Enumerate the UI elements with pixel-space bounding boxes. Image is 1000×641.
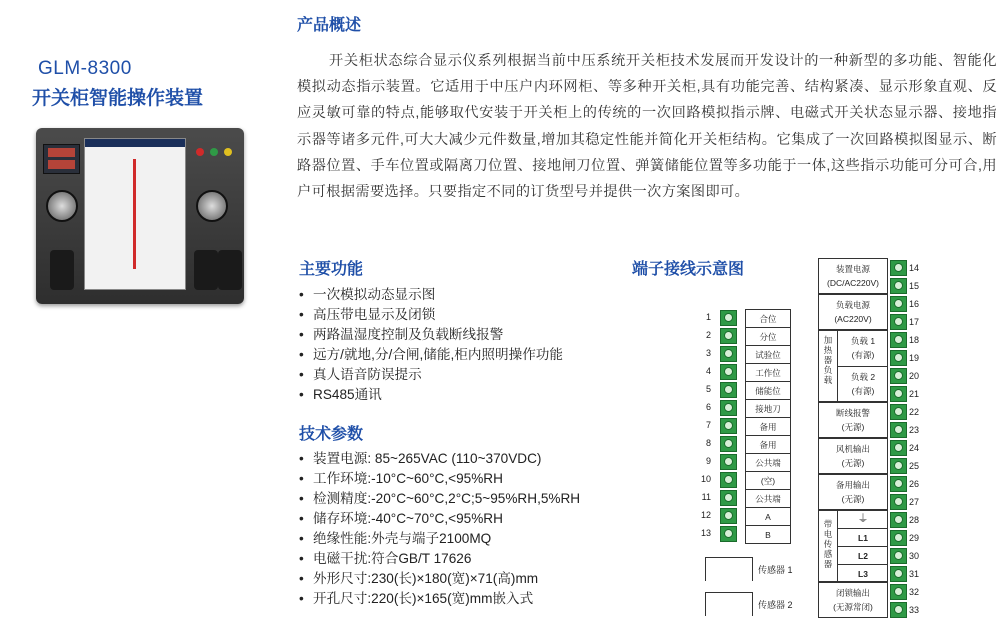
load-2-type: (有源) xyxy=(851,386,875,396)
break-alarm-type: (无源) xyxy=(841,422,865,432)
terminal-number: 2 xyxy=(705,330,711,340)
terminal-number: 33 xyxy=(909,605,920,615)
terminal-screw-icon xyxy=(890,278,907,294)
terminal-number: 1 xyxy=(705,312,711,322)
terminal-number: 6 xyxy=(705,402,711,412)
terminal-screw-icon xyxy=(720,472,737,488)
list-item: • 一次模拟动态显示图 xyxy=(299,285,563,305)
terminal-label: (空) xyxy=(745,471,791,490)
terminal-label: 接地刀 xyxy=(745,399,791,418)
terminal-number: 14 xyxy=(909,263,920,273)
tech-heading: 技术参数 xyxy=(299,426,364,443)
l1-label: L1 xyxy=(858,533,868,543)
terminal-screw-icon xyxy=(890,566,907,582)
break-alarm-label: 断线报警 xyxy=(835,408,870,418)
lock-output-label: 闭锁输出 xyxy=(835,588,870,598)
lock-output-spec: (无源常闭) xyxy=(833,602,873,612)
terminal-screw-icon xyxy=(890,512,907,528)
lock-output-box xyxy=(818,582,888,618)
features-list xyxy=(299,285,563,405)
terminal-label: 公共端 xyxy=(745,453,791,472)
live-sensor-vertical-label: 带电传感器 xyxy=(823,519,833,569)
terminal-label: B xyxy=(745,525,791,544)
terminal-number: 12 xyxy=(700,510,711,520)
sensor-1-connector xyxy=(705,557,753,581)
heater-load-vertical-label: 加热器负载 xyxy=(823,335,833,385)
terminal-number: 8 xyxy=(705,438,711,448)
terminal-screw-icon xyxy=(720,310,737,326)
terminal-number: 26 xyxy=(909,479,920,489)
l2-label: L2 xyxy=(858,551,868,561)
list-item: • 装置电源: 85~265VAC (110~370VDC) xyxy=(299,449,580,469)
load-1-label: 负载 1 xyxy=(850,336,876,346)
break-alarm-box xyxy=(818,402,888,438)
terminal-number: 31 xyxy=(909,569,920,579)
list-item: • 远方/就地,分/合闸,储能,柜内照明操作功能 xyxy=(299,345,563,365)
list-item: • 开孔尺寸:220(长)×165(宽)mm嵌入式 xyxy=(299,589,580,609)
terminal-screw-icon xyxy=(890,404,907,420)
heater-load-box xyxy=(818,330,888,402)
terminal-screw-icon xyxy=(720,436,737,452)
terminal-screw-icon xyxy=(890,314,907,330)
terminal-screw-icon xyxy=(890,458,907,474)
sensor-2-label: 传感器 2 xyxy=(758,600,793,610)
terminal-screw-icon xyxy=(890,440,907,456)
terminal-screw-icon xyxy=(720,400,737,416)
terminal-number: 23 xyxy=(909,425,920,435)
terminal-screw-icon xyxy=(720,508,737,524)
terminal-number: 21 xyxy=(909,389,920,399)
device-power-spec: (DC/AC220V) xyxy=(827,278,879,288)
overview-heading: 产品概述 xyxy=(297,17,362,34)
spare-output-box xyxy=(818,474,888,510)
terminal-number: 4 xyxy=(705,366,711,376)
terminal-screw-icon xyxy=(890,368,907,384)
list-item: • 外形尺寸:230(长)×180(宽)×71(高)mm xyxy=(299,569,580,589)
terminal-screw-icon xyxy=(890,530,907,546)
device-display xyxy=(43,144,80,174)
tech-list xyxy=(299,449,580,609)
spare-output-type: (无源) xyxy=(841,494,865,504)
terminal-screw-icon xyxy=(890,260,907,276)
terminal-screw-icon xyxy=(890,494,907,510)
terminal-screw-icon xyxy=(890,350,907,366)
terminal-screw-icon xyxy=(720,346,737,362)
terminal-screw-icon xyxy=(720,418,737,434)
terminal-screw-icon xyxy=(720,382,737,398)
sensor-1-label: 传感器 1 xyxy=(758,565,793,575)
terminal-number: 27 xyxy=(909,497,920,507)
terminal-screw-icon xyxy=(890,332,907,348)
terminal-label: 公共端 xyxy=(745,489,791,508)
load-power-label: 负载电源 xyxy=(835,300,870,310)
fan-output-label: 风机输出 xyxy=(835,444,870,454)
fan-output-box xyxy=(818,438,888,474)
terminal-number: 16 xyxy=(909,299,920,309)
spare-output-label: 备用输出 xyxy=(835,480,870,490)
terminal-screw-icon xyxy=(890,548,907,564)
terminal-screw-icon xyxy=(890,476,907,492)
device-switch-right-2 xyxy=(218,250,242,290)
list-item: • 工作环境:-10°C~60°C,<95%RH xyxy=(299,469,580,489)
device-mimic-panel xyxy=(84,138,186,290)
device-switch-left xyxy=(50,250,74,290)
live-sensor-box xyxy=(818,510,888,582)
terminal-number: 9 xyxy=(705,456,711,466)
load-power-spec: (AC220V) xyxy=(834,314,872,324)
terminal-screw-icon xyxy=(720,328,737,344)
device-knob-left xyxy=(46,190,78,222)
list-item: • RS485通讯 xyxy=(299,385,563,405)
terminal-screw-icon xyxy=(890,386,907,402)
l3-label: L3 xyxy=(858,569,868,579)
device-led-red xyxy=(196,148,204,156)
terminal-heading: 端子接线示意图 xyxy=(632,261,745,278)
list-item: • 真人语音防误提示 xyxy=(299,365,563,385)
device-knob-right xyxy=(196,190,228,222)
product-model: GLM-8300 xyxy=(38,58,132,79)
device-photo xyxy=(36,128,244,304)
terminal-number: 3 xyxy=(705,348,711,358)
terminal-number: 18 xyxy=(909,335,920,345)
list-item: • 储存环境:-40°C~70°C,<95%RH xyxy=(299,509,580,529)
device-led-green xyxy=(210,148,218,156)
product-name: 开关柜智能操作装置 xyxy=(32,88,204,109)
terminal-screw-icon xyxy=(720,490,737,506)
terminal-screw-icon xyxy=(890,422,907,438)
terminal-number: 7 xyxy=(705,420,711,430)
terminal-number: 29 xyxy=(909,533,920,543)
terminal-screw-icon xyxy=(890,296,907,312)
terminal-label: 分位 xyxy=(745,327,791,346)
terminal-number: 11 xyxy=(701,492,711,502)
load-2-label: 负载 2 xyxy=(850,372,876,382)
terminal-label: A xyxy=(745,507,791,526)
terminal-number: 28 xyxy=(909,515,920,525)
terminal-number: 30 xyxy=(909,551,920,561)
device-power-label: 装置电源 xyxy=(835,264,870,274)
terminal-label: 工作位 xyxy=(745,363,791,382)
terminal-screw-icon xyxy=(720,526,737,542)
device-led-yellow xyxy=(224,148,232,156)
list-item: • 电磁干扰:符合GB/T 17626 xyxy=(299,549,580,569)
sensor-2-connector xyxy=(705,592,753,616)
terminal-screw-icon xyxy=(890,602,907,618)
terminal-label: 储能位 xyxy=(745,381,791,400)
fan-output-type: (无源) xyxy=(841,458,865,468)
terminal-label: 合位 xyxy=(745,309,791,328)
terminal-label: 备用 xyxy=(745,435,791,454)
terminal-screw-icon xyxy=(720,364,737,380)
features-heading: 主要功能 xyxy=(299,261,364,278)
terminal-number: 5 xyxy=(705,384,711,394)
list-item: • 高压带电显示及闭锁 xyxy=(299,305,563,325)
device-power-box xyxy=(818,258,888,294)
terminal-number: 15 xyxy=(909,281,920,291)
terminal-number: 22 xyxy=(909,407,920,417)
terminal-number: 25 xyxy=(909,461,920,471)
overview-body: 开关柜状态综合显示仪系列根据当前中压系统开关柜技术发展而开发设计的一种新型的多功能、智能化模拟动态指示装置。它适用于中压户内环网柜、等多种开关柜,具有功能完善、结构紧凑、显示形象直观、反应灵敏可靠的特点,能够取代安装于开关柜上的传统的一次回路模拟指示牌、电磁式开关状态显示器、接地指示器等诸多元件,可大大减少元件数量,增加其稳定性能并简化开关柜结构。它集成了一次回路模拟图显示、断路器位置、手车位置或隔离刀位置、接地闸刀位置、弹簧储能位置等多功能于一体,这些指示功能可分可合,用户可根据需要选择。只要指定不同的订货型号并提供一次方案图即可。 xyxy=(297,53,997,201)
load-1-type: (有源) xyxy=(851,350,875,360)
terminal-label: 备用 xyxy=(745,417,791,436)
terminal-number: 20 xyxy=(909,371,920,381)
load-power-box xyxy=(818,294,888,330)
terminal-number: 10 xyxy=(700,474,711,484)
terminal-number: 17 xyxy=(909,317,920,327)
list-item: • 检测精度:-20°C~60°C,2°C;5~95%RH,5%RH xyxy=(299,489,580,509)
terminal-number: 13 xyxy=(700,528,711,538)
terminal-number: 32 xyxy=(909,587,920,597)
terminal-label: 试验位 xyxy=(745,345,791,364)
list-item: • 两路温湿度控制及负载断线报警 xyxy=(299,325,563,345)
terminal-number: 24 xyxy=(909,443,920,453)
terminal-screw-icon xyxy=(890,584,907,600)
list-item: • 绝缘性能:外壳与端子2100MQ xyxy=(299,529,580,549)
ground-icon: ⏚ xyxy=(857,513,869,525)
device-switch-right-1 xyxy=(194,250,218,290)
terminal-number: 19 xyxy=(909,353,920,363)
terminal-screw-icon xyxy=(720,454,737,470)
